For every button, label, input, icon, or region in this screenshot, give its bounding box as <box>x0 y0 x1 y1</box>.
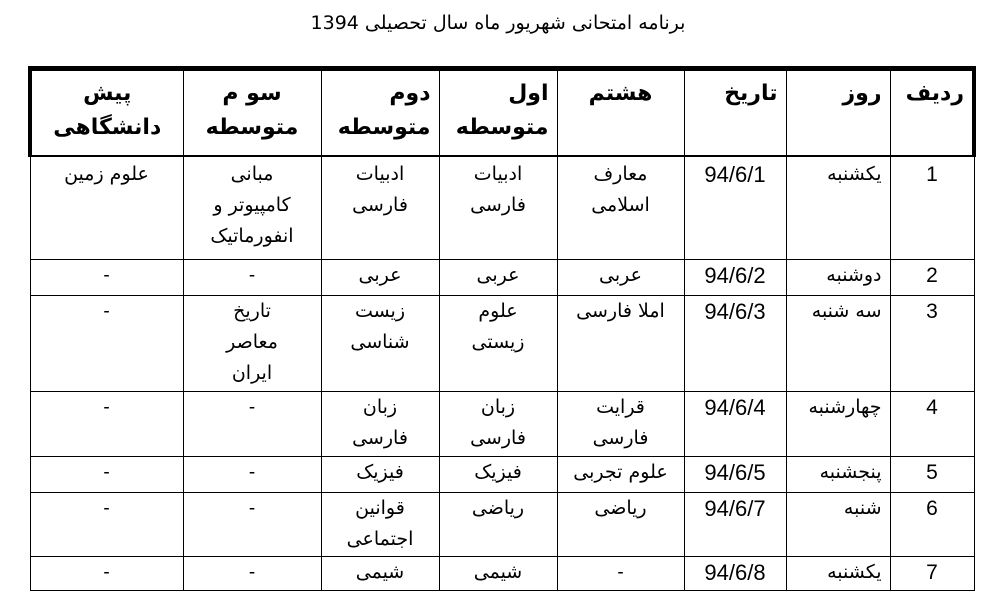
day-cell: دوشنبه <box>786 260 890 296</box>
date-cell: 94/6/5 <box>684 457 786 493</box>
pre-uni-cell: - <box>30 260 183 296</box>
date-cell: 94/6/1 <box>684 156 786 260</box>
eighth-cell: ریاضی <box>557 493 684 557</box>
table-row <box>30 493 974 557</box>
first-mid-cell: ادبیات فارسی <box>439 156 557 260</box>
third-mid-cell: - <box>183 392 321 457</box>
first-mid-cell: زبان فارسی <box>439 392 557 457</box>
table-row <box>30 260 974 296</box>
table-header-row <box>30 69 974 157</box>
page-title: برنامه امتحانی شهریور ماه سال تحصیلی 1394 <box>310 12 686 34</box>
third-mid-cell: - <box>183 493 321 557</box>
eighth-cell: املا فارسی <box>557 296 684 392</box>
eighth-cell: معارف اسلامی <box>557 156 684 260</box>
date-cell: 94/6/2 <box>684 260 786 296</box>
eighth-cell: علوم تجربی <box>557 457 684 493</box>
row-number: 7 <box>890 557 974 591</box>
row-number: 3 <box>890 296 974 392</box>
third-mid-cell: - <box>183 457 321 493</box>
header-date: تاریخ <box>684 69 786 157</box>
first-mid-cell: علوم زیستی <box>439 296 557 392</box>
second-mid-cell: ادبیات فارسی <box>321 156 439 260</box>
second-mid-cell: عربی <box>321 260 439 296</box>
first-mid-cell: فیزیک <box>439 457 557 493</box>
header-day: روز <box>786 69 890 157</box>
first-mid-cell: عربی <box>439 260 557 296</box>
pre-uni-cell: علوم زمین <box>30 156 183 260</box>
row-number: 5 <box>890 457 974 493</box>
third-mid-cell: - <box>183 260 321 296</box>
day-cell: یکشنبه <box>786 156 890 260</box>
pre-uni-cell: - <box>30 557 183 591</box>
day-cell: سه شنبه <box>786 296 890 392</box>
first-mid-cell: شیمی <box>439 557 557 591</box>
row-number: 1 <box>890 156 974 260</box>
table-row <box>30 156 974 260</box>
header-pre-uni: پیش دانشگاهی <box>30 69 183 157</box>
date-cell: 94/6/7 <box>684 493 786 557</box>
header-second-mid: دوم متوسطه <box>321 69 439 157</box>
second-mid-cell: زیست شناسی <box>321 296 439 392</box>
second-mid-cell: فیزیک <box>321 457 439 493</box>
date-cell: 94/6/4 <box>684 392 786 457</box>
date-cell: 94/6/8 <box>684 557 786 591</box>
row-number: 2 <box>890 260 974 296</box>
third-mid-cell: تاریخ معاصر ایران <box>183 296 321 392</box>
second-mid-cell: قوانین اجتماعی <box>321 493 439 557</box>
day-cell: یکشنبه <box>786 557 890 591</box>
pre-uni-cell: - <box>30 493 183 557</box>
pre-uni-cell: - <box>30 392 183 457</box>
row-number: 6 <box>890 493 974 557</box>
day-cell: چهارشنبه <box>786 392 890 457</box>
table-row <box>30 557 974 591</box>
pre-uni-cell: - <box>30 457 183 493</box>
eighth-cell: - <box>557 557 684 591</box>
eighth-cell: قرایت فارسی <box>557 392 684 457</box>
day-cell: پنجشنبه <box>786 457 890 493</box>
table-row <box>30 296 974 392</box>
header-row-no: ردیف <box>890 69 974 157</box>
table-row <box>30 392 974 457</box>
exam-schedule-table <box>28 66 976 591</box>
header-first-mid: اول متوسطه <box>439 69 557 157</box>
pre-uni-cell: - <box>30 296 183 392</box>
third-mid-cell: مبانی کامپیوتر و انفورماتیک <box>183 156 321 260</box>
table-row <box>30 457 974 493</box>
row-number: 4 <box>890 392 974 457</box>
third-mid-cell: - <box>183 557 321 591</box>
first-mid-cell: ریاضی <box>439 493 557 557</box>
header-third-mid: سو م متوسطه <box>183 69 321 157</box>
header-eighth: هشتم <box>557 69 684 157</box>
second-mid-cell: شیمی <box>321 557 439 591</box>
second-mid-cell: زبان فارسی <box>321 392 439 457</box>
eighth-cell: عربی <box>557 260 684 296</box>
date-cell: 94/6/3 <box>684 296 786 392</box>
day-cell: شنبه <box>786 493 890 557</box>
